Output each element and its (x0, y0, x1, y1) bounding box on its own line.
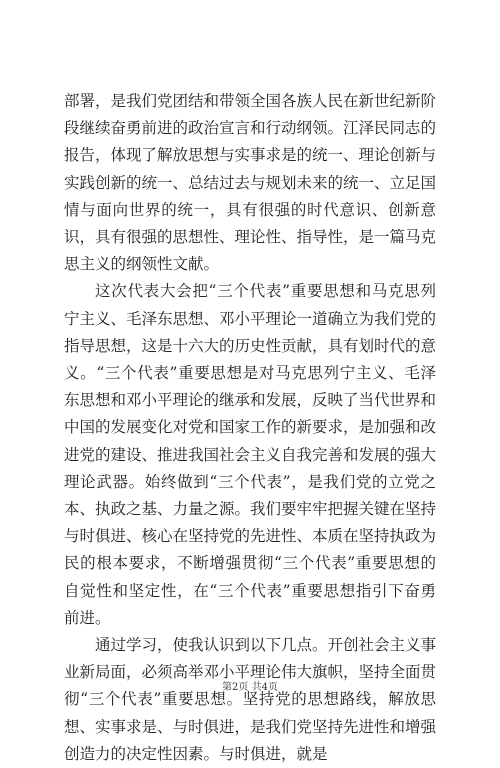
paragraph-3: 通过学习，使我认识到以下几点。开创社会主义事业新局面，必须高举邓小平理论伟大旗帜，坚持全面贯彻“三个代表”重要思想。坚持党的思想路线，解放思想、实事求是、与时俱进，是我们党坚持先进性和增强创造力的决定性因素。与时俱进，就是 (64, 636, 437, 763)
page-footer: 第2页 共4页 (222, 682, 278, 693)
document-body (64, 88, 436, 768)
paragraph-2: 这次代表大会把“三个代表”重要思想和马克思列宁主义、毛泽东思想、邓小平理论一道确立为我们党的指导思想，这是十六大的历史性贡献，具有划时代的意义。“三个代表”重要思想是对马克思列宁主义、毛泽东思想和邓小平理论的继承和发展，反映了当代世界和中国的发展变化对党和国家工作的新要求，是加强和改进党的建设、推进我国社会主义自我完善和发展的强大理论武器。始终做到“三个代表”，是我们党的立党之本、执政之基、力量之源。我们要牢牢把握关键在坚持与时俱进、核心在坚持党的先进性、本质在坚持执政为民的根本要求，不断增强贯彻“三个代表”重要思想的自觉性和坚定性，在“三个代表”重要思想指引下奋勇前进。 (64, 282, 437, 627)
paragraph-1: 部署，是我们党团结和带领全国各族人民在新世纪新阶段继续奋勇前进的政治宣言和行动纲领。江泽民同志的报告，体现了解放思想与实事求是的统一、理论创新与实践创新的统一、总结过去与规划未来的统一、立足国情与面向世界的统一，具有很强的时代意识、创新意识，具有很强的思想性、理论性、指导性，是一篇马克思主义的纲领性文献。 (64, 92, 437, 274)
